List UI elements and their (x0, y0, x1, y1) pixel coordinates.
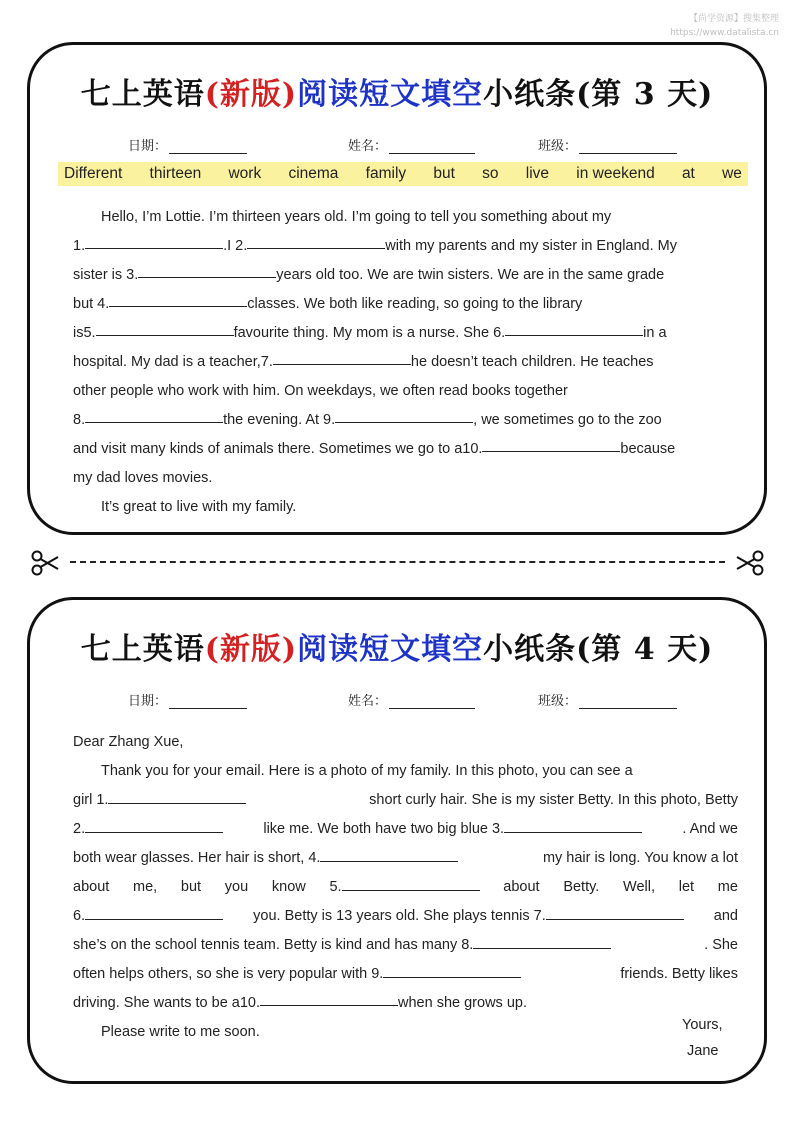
passage-text: 2. (73, 821, 86, 837)
passage-line (73, 728, 738, 757)
name-field[interactable] (348, 690, 475, 709)
answer-blank-5[interactable] (96, 319, 234, 336)
letter-closing: Yours, (682, 1017, 723, 1033)
answer-blank-9[interactable] (383, 961, 521, 978)
answer-blank-10[interactable] (482, 435, 620, 452)
word-bank (58, 162, 748, 186)
passage-text: you (224, 879, 249, 895)
passage-line (73, 377, 738, 406)
passage-text: Hello, I’m Lottie. I’m thirteen years old. I’m going to tell you something about my (101, 209, 612, 225)
passage-text: 5. (329, 879, 342, 895)
card-title (30, 624, 764, 668)
word-bank-item: thirteen (149, 165, 202, 182)
date-label: 日期： (128, 694, 168, 709)
passage-line (73, 435, 738, 464)
passage-text: about (73, 879, 110, 895)
passage-text: favourite thing. My mom is a nurse. She 6. (233, 325, 506, 341)
passage-line (73, 902, 738, 931)
passage-line (73, 232, 738, 261)
passage-text: me, (133, 879, 158, 895)
passage-text: in a (643, 325, 667, 341)
word-bank-item: so (482, 165, 499, 182)
passage-text: Betty. (563, 879, 600, 895)
card-title (30, 69, 764, 113)
worksheet-card-day4 (27, 597, 767, 1084)
passage-line (73, 464, 738, 493)
passage-text: and visit many kinds of animals there. Sometimes we go to a10. (73, 441, 483, 457)
worksheet-card-day3 (27, 42, 767, 535)
date-label: 日期： (128, 139, 168, 154)
answer-blank-8[interactable] (473, 932, 611, 949)
passage-text: often helps others, so she is very popular with 9. (73, 966, 384, 982)
passage-text: It’s great to live with my family. (101, 499, 297, 515)
letter-passage (73, 728, 738, 1047)
answer-blank-4[interactable] (109, 290, 247, 307)
passage-line (73, 844, 738, 873)
passage-text: other people who work with him. On weekdays, we often read books together (73, 383, 568, 399)
title-day: (第 3 天) (576, 77, 714, 112)
answer-blank-9[interactable] (335, 406, 473, 423)
passage-line (73, 348, 738, 377)
watermark-url: https://www.datalista.cn (670, 28, 779, 38)
title-subject: 七上英语 (80, 77, 205, 112)
passage-text: know (271, 879, 306, 895)
date-blank[interactable] (169, 694, 247, 709)
date-blank[interactable] (169, 139, 247, 154)
class-field[interactable] (538, 690, 677, 709)
passage-text: . She (704, 937, 738, 953)
word-bank-item: work (228, 165, 262, 182)
name-label: 姓名： (348, 694, 388, 709)
class-field[interactable] (538, 135, 677, 154)
title-note: 小纸条 (483, 77, 577, 112)
letter-signature: Jane (687, 1043, 719, 1059)
answer-blank-8[interactable] (85, 406, 223, 423)
passage-text: friends. Betty likes (620, 966, 738, 982)
title-subject: 七上英语 (80, 632, 205, 667)
word-bank-item: in weekend (576, 165, 655, 182)
answer-blank-7[interactable] (546, 903, 684, 920)
title-day: (第 4 天) (576, 632, 714, 667)
answer-blank-3[interactable] (138, 261, 276, 278)
name-blank[interactable] (389, 139, 475, 154)
class-label: 班级： (538, 694, 578, 709)
passage-line (73, 815, 738, 844)
date-field[interactable] (128, 135, 247, 154)
passage-text: and (713, 908, 738, 924)
passage-text: because (620, 441, 676, 457)
passage-line (73, 406, 738, 435)
passage-text: about (503, 879, 540, 895)
passage-text: 1. (73, 238, 86, 254)
name-field[interactable] (348, 135, 475, 154)
scissors-icon (30, 548, 60, 578)
salutation: Dear Zhang Xue, (73, 734, 184, 750)
passage-text: Well, (623, 879, 655, 895)
cut-line-divider (30, 558, 765, 568)
passage-text: but (180, 879, 202, 895)
answer-blank-5[interactable] (342, 874, 480, 891)
dashed-cut-line (70, 561, 725, 563)
passage-text: she’s on the school tennis team. Betty is kind and has many 8. (73, 937, 474, 953)
passage-line (73, 203, 738, 232)
reading-passage (73, 203, 738, 522)
passage-line (73, 290, 738, 319)
passage-line (73, 757, 738, 786)
answer-blank-1[interactable] (85, 232, 223, 249)
answer-blank-4[interactable] (320, 845, 458, 862)
passage-text: classes. We both like reading, so going to the library (247, 296, 583, 312)
class-blank[interactable] (579, 139, 677, 154)
passage-text: hospital. My dad is a teacher,7. (73, 354, 273, 370)
passage-text: girl 1. (73, 792, 109, 808)
passage-text: Thank you for your email. Here is a photo of my family. In this photo, you can see a (101, 763, 633, 779)
class-blank[interactable] (579, 694, 677, 709)
passage-text: . And we (682, 821, 738, 837)
passage-text: driving. She wants to be a10. (73, 995, 261, 1011)
passage-line (73, 960, 738, 989)
answer-blank-6[interactable] (85, 903, 223, 920)
word-bank-item: Different (64, 165, 123, 182)
passage-line (73, 319, 738, 348)
passage-text: years old too. We are twin sisters. We are in the same grade (276, 267, 665, 283)
name-label: 姓名： (348, 139, 388, 154)
passage-text: you. Betty is 13 years old. She plays tennis 7. (253, 908, 546, 924)
word-bank-item: cinema (288, 165, 339, 182)
title-task: 阅读短文填空 (297, 632, 484, 667)
passage-line (73, 989, 738, 1018)
passage-line (73, 873, 738, 902)
passage-text: me (717, 879, 738, 895)
passage-text: is5. (73, 325, 96, 341)
watermark-title: 【尚学资源】搜集整理 (688, 14, 779, 24)
answer-blank-1[interactable] (108, 787, 246, 804)
passage-text: with my parents and my sister in England. My (385, 238, 678, 254)
passage-text: my dad loves movies. (73, 470, 213, 486)
passage-text: both wear glasses. Her hair is short, 4. (73, 850, 321, 866)
passage-line (73, 261, 738, 290)
passage-text: .I 2. (223, 238, 248, 254)
name-blank[interactable] (389, 694, 475, 709)
passage-text: let (678, 879, 695, 895)
passage-text: Please write to me soon. (101, 1024, 260, 1040)
passage-text: but 4. (73, 296, 110, 312)
passage-text: 6. (73, 908, 86, 924)
passage-text: when she grows up. (398, 995, 527, 1011)
passage-text: my hair is long. You know a lot (542, 850, 738, 866)
answer-blank-6[interactable] (505, 319, 643, 336)
passage-text: he doesn’t teach children. He teaches (410, 354, 654, 370)
title-note: 小纸条 (483, 632, 577, 667)
passage-text: sister is 3. (73, 267, 139, 283)
date-field[interactable] (128, 690, 247, 709)
answer-blank-3[interactable] (504, 816, 642, 833)
title-edition: (新版) (204, 77, 298, 112)
class-label: 班级： (538, 139, 578, 154)
passage-text: short curly hair. She is my sister Betty. In this photo, Betty (369, 792, 738, 808)
passage-line (73, 493, 738, 522)
passage-line (73, 1018, 738, 1047)
word-bank-item: live (525, 165, 550, 182)
word-bank-item: but (433, 165, 455, 182)
passage-line (73, 786, 738, 815)
answer-blank-2[interactable] (85, 816, 223, 833)
title-edition: (新版) (204, 632, 298, 667)
scissors-icon (735, 548, 765, 578)
answer-blank-10[interactable] (260, 989, 398, 1006)
word-bank-item: at (681, 165, 695, 182)
passage-text: , we sometimes go to the zoo (473, 412, 662, 428)
answer-blank-7[interactable] (273, 348, 411, 365)
word-bank-item: we (722, 165, 742, 182)
passage-text: 8. (73, 412, 86, 428)
word-bank-item: family (365, 165, 407, 182)
passage-line (73, 931, 738, 960)
answer-blank-2[interactable] (247, 232, 385, 249)
title-task: 阅读短文填空 (297, 77, 484, 112)
watermark (549, 12, 779, 40)
passage-text: like me. We both have two big blue 3. (263, 821, 505, 837)
passage-text: the evening. At 9. (223, 412, 336, 428)
